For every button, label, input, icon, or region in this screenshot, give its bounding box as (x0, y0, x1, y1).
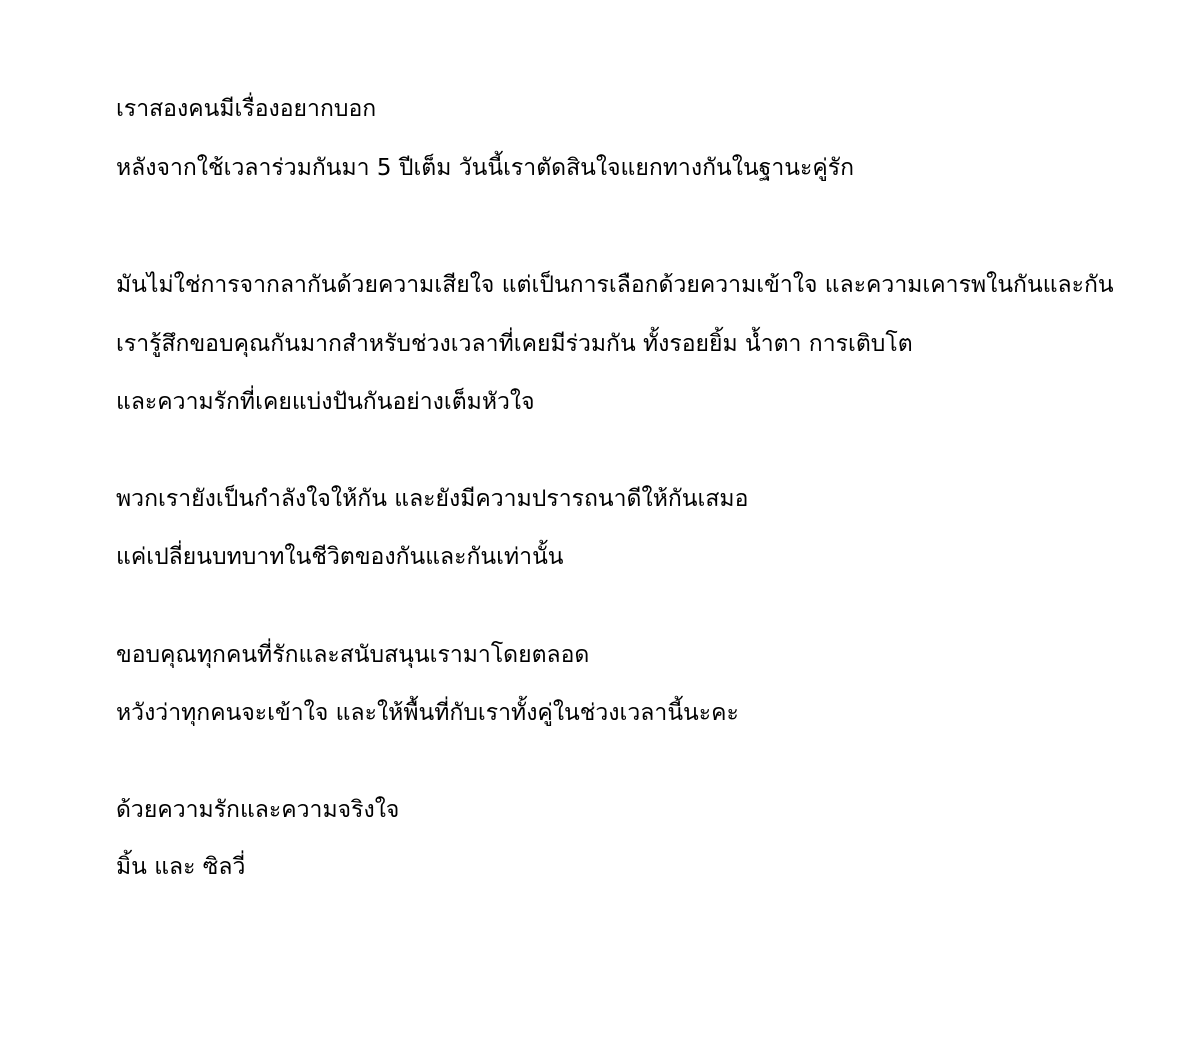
breakup-announcement-line: หลังจากใช้เวลาร่วมกันมา 5 ปีเต็ม วันนี้เราตัดสินใจแยกทางกันในฐานะคู่รัก (116, 155, 855, 181)
understanding-line: มันไม่ใช่การจากลากันด้วยความเสียใจ แต่เป็นการเลือกด้วยความเข้าใจ และความเคารพในกันและกัน (116, 272, 1114, 298)
request-space-line: หวังว่าทุกคนจะเข้าใจ และให้พื้นที่กับเราทั้งคู่ในช่วงเวลานี้นะคะ (116, 700, 739, 726)
closing-line: ด้วยความรักและความจริงใจ (116, 797, 400, 823)
signature: มิ้น และ ซิลวี่ (116, 854, 246, 880)
intro-line: เราสองคนมีเรื่องอยากบอก (116, 96, 377, 122)
gratitude-line: เรารู้สึกขอบคุณกันมากสำหรับช่วงเวลาที่เคยมีร่วมกัน ทั้งรอยยิ้ม น้ำตา การเติบโต (116, 331, 913, 357)
shared-love-line: และความรักที่เคยแบ่งปันกันอย่างเต็มหัวใจ (116, 389, 535, 415)
role-change-line: แค่เปลี่ยนบทบาทในชีวิตของกันและกันเท่านั้น (116, 544, 564, 570)
thanks-line: ขอบคุณทุกคนที่รักและสนับสนุนเรามาโดยตลอด (116, 642, 590, 668)
support-line: พวกเรายังเป็นกำลังใจให้กัน และยังมีความปรารถนาดีให้กันเสมอ (116, 486, 749, 512)
